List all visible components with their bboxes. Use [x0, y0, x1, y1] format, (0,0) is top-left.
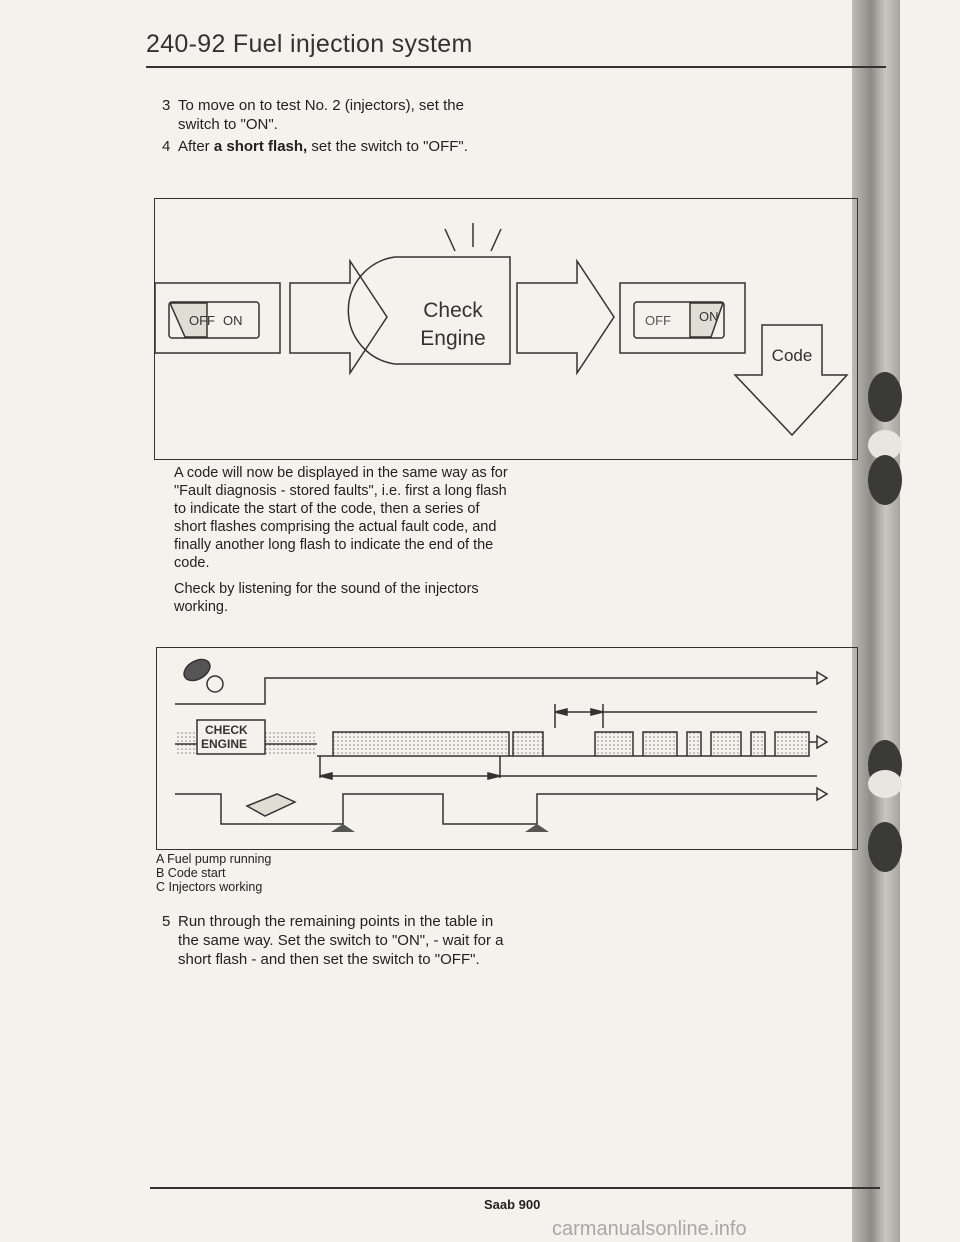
switch-box-1 — [155, 283, 280, 353]
timing-diagram-svg — [157, 648, 859, 851]
switch2-off-label: OFF — [645, 313, 671, 328]
page-header-title: 240-92 Fuel injection system — [146, 30, 473, 58]
binding-hole — [868, 372, 902, 422]
lamp-label-check: Check — [423, 299, 483, 322]
switch2-on-label: ON — [699, 309, 719, 324]
lamp-label-engine: ENGINE — [201, 737, 248, 751]
switch1-off-label: OFF — [189, 313, 215, 328]
lamp-label-engine: Engine — [420, 327, 486, 350]
ignition-key-icon — [180, 655, 223, 692]
book-binding-edge — [852, 0, 900, 1242]
binding-hole — [868, 455, 902, 505]
check-injectors-paragraph: Check by listening for the sound of the injectors working. — [174, 581, 479, 615]
timing-diagram — [156, 647, 858, 850]
footer-text: Saab 900 — [484, 1197, 541, 1212]
header-rule — [146, 66, 886, 68]
lamp-label-check: CHECK — [205, 723, 248, 737]
arrow-right-icon — [517, 261, 614, 373]
caption-c: C Injectors working — [156, 880, 263, 894]
switch-icon — [247, 794, 295, 816]
switch1-on-label: ON — [223, 313, 243, 328]
arrow-right-icon — [817, 672, 827, 684]
binding-hole — [868, 822, 902, 872]
switch-sequence-svg — [155, 199, 859, 461]
arrow-right-icon — [817, 736, 827, 748]
switch-box-2 — [620, 283, 745, 353]
event-markers — [331, 824, 549, 832]
step-text: To move on to test No. 2 (injectors), set the switch to "ON". — [178, 97, 464, 133]
step-number: 4 — [162, 138, 171, 155]
footer-rule — [150, 1187, 880, 1189]
arrow-right-icon — [817, 788, 827, 800]
caption-b: B Code start — [156, 866, 226, 880]
caption-a: A Fuel pump running — [156, 852, 272, 866]
code-label: Code — [771, 346, 813, 365]
step-4 — [162, 137, 522, 157]
step-bold-text: a short flash, — [213, 138, 308, 155]
switch-sequence-diagram — [154, 198, 858, 460]
watermark-text: carmanualsonline.info — [552, 1218, 747, 1240]
step-text: After a short flash, set the switch to "OFF". — [178, 138, 468, 155]
binding-hole — [868, 770, 902, 798]
ignition-signal-line — [175, 678, 817, 704]
step-number: 3 — [162, 97, 171, 114]
step-5 — [162, 912, 522, 972]
step-text: Run through the remaining points in the table in the same way. Set the switch to "ON", - wait for a short flash - and then set the switch to "OFF". — [178, 913, 504, 968]
explanation-paragraph: A code will now be displayed in the same way as for "Fault diagnosis - stored faults", i.e. first a long flash to indicate the start of the code, then a series of short flashes comprising the actual fault code, and finally another long flash to indicate the end of the code. — [174, 465, 508, 571]
step-number: 5 — [162, 913, 171, 930]
code-arrow-down-icon — [735, 325, 847, 435]
step-3 — [162, 96, 522, 136]
